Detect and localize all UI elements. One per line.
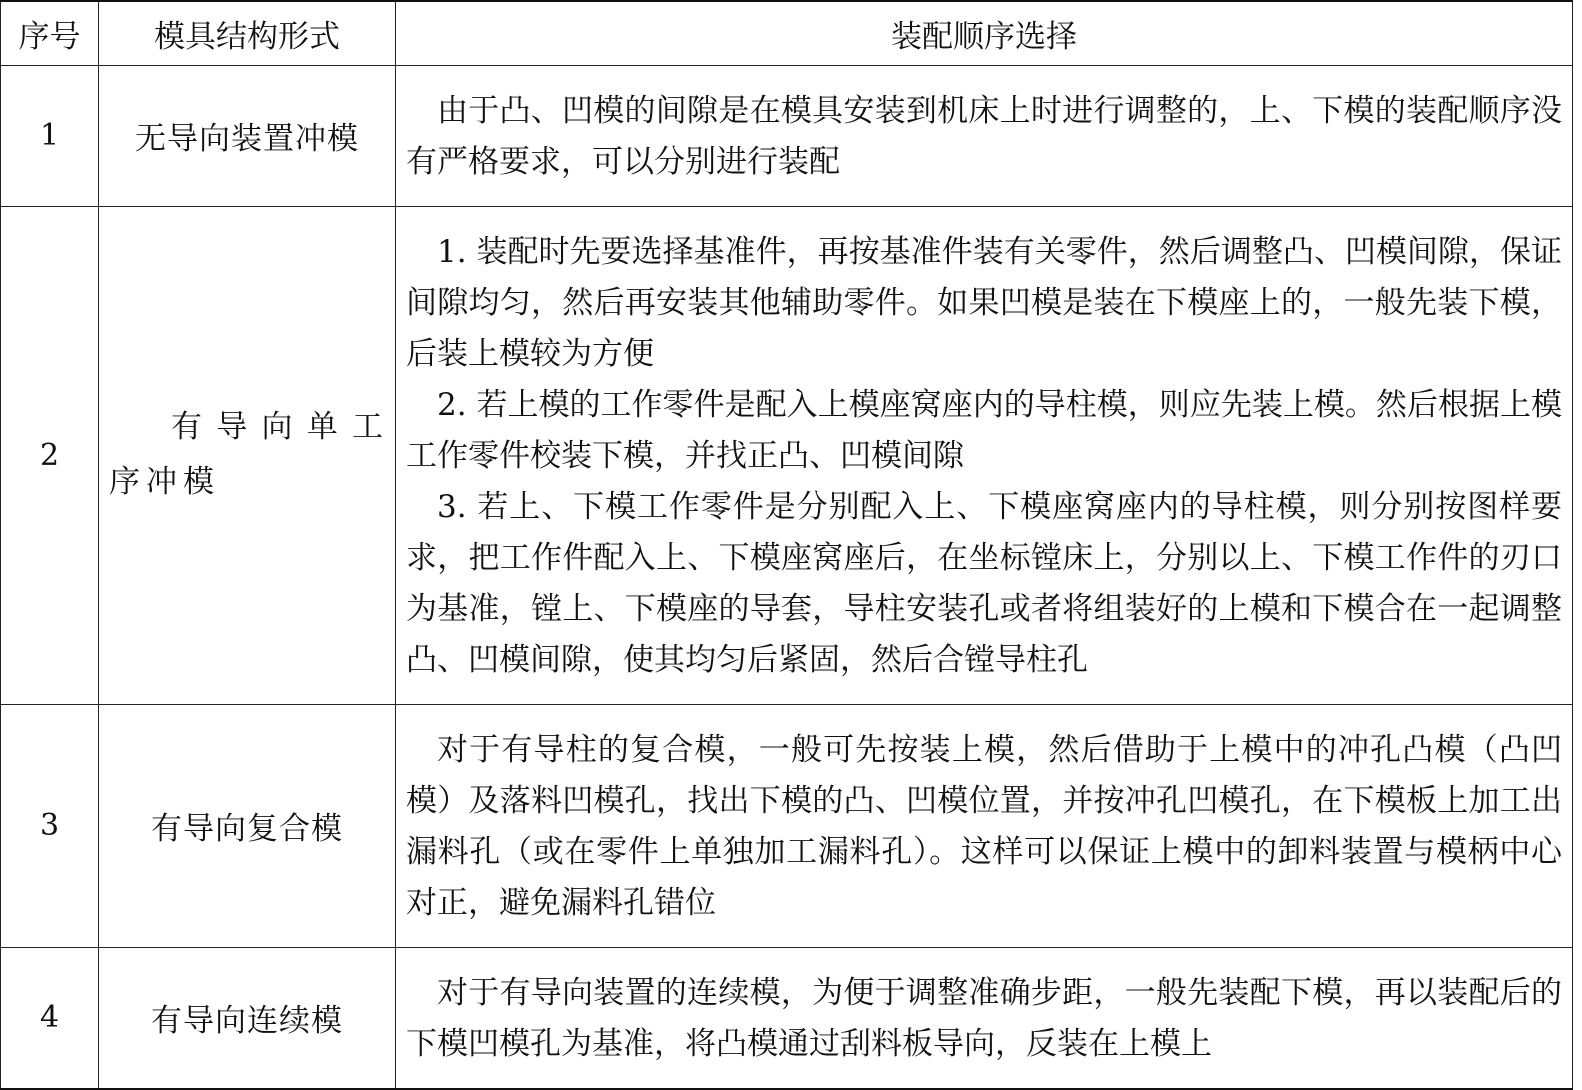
row-sequence (396, 704, 1573, 947)
header-index: 序号 (1, 1, 99, 65)
row-structure: 无导向装置冲模 (99, 65, 396, 206)
header-sequence: 装配顺序选择 (396, 1, 1573, 65)
row-index: 2 (1, 206, 99, 704)
header-structure: 模具结构形式 (99, 1, 396, 65)
sequence-paragraph: 3. 若上、下模工作零件是分别配入上、下模座窝座内的导柱模，则分别按图样要求，把工作件配入上、下模座窝座后，在坐标镗床上，分别以上、下模工作件的刃口为基准，镗上、下模座的导套，导柱安装孔或者将组装好的上模和下模合在一起调整凸、凹模间隙，使其均匀后紧固，然后合镗导柱孔 (406, 488, 1562, 678)
sequence-paragraph: 1. 装配时先要选择基准件，再按基准件装有关零件，然后调整凸、凹模间隙，保证间隙均匀，然后再安装其他辅助零件。如果凹模是装在下模座上的，一般先装下模，后装上模较为方便 (406, 233, 1562, 372)
table-row (1, 206, 1573, 704)
table-row (1, 947, 1573, 1089)
sequence-paragraph: 对于有导柱的复合模，一般可先按装上模，然后借助于上模中的冲孔凸模（凸凹模）及落料凹模孔，找出下模的凸、凹模位置，并按冲孔凹模孔，在下模板上加工出漏料孔（或在零件上单独加工漏料孔）。这样可以保证上模中的卸料装置与模柄中心对正，避免漏料孔错位 (406, 731, 1562, 921)
sequence-paragraph: 2. 若上模的工作零件是配入上模座窝座内的导柱模，则应先装上模。然后根据上模工作零件校装下模，并找正凸、凹模间隙 (406, 386, 1562, 474)
row-sequence (396, 947, 1573, 1089)
row-index: 3 (1, 704, 99, 947)
table-row (1, 704, 1573, 947)
row-sequence (396, 65, 1573, 206)
sequence-paragraph: 对于有导向装置的连续模，为便于调整准确步距，一般先装配下模，再以装配后的下模凹模孔为基准，将凸模通过刮料板导向，反装在上模上 (406, 974, 1562, 1062)
table-row (1, 65, 1573, 206)
row-structure: 有导向复合模 (99, 704, 396, 947)
row-structure: 有导向连续模 (99, 947, 396, 1089)
table-header-row (1, 1, 1573, 65)
row-index: 4 (1, 947, 99, 1089)
sequence-paragraph: 由于凸、凹模的间隙是在模具安装到机床上时进行调整的，上、下模的装配顺序没有严格要求，可以分别进行装配 (406, 92, 1562, 180)
row-index: 1 (1, 65, 99, 206)
row-sequence (396, 206, 1573, 704)
row-structure: 有导向单工序冲模 (99, 206, 396, 704)
